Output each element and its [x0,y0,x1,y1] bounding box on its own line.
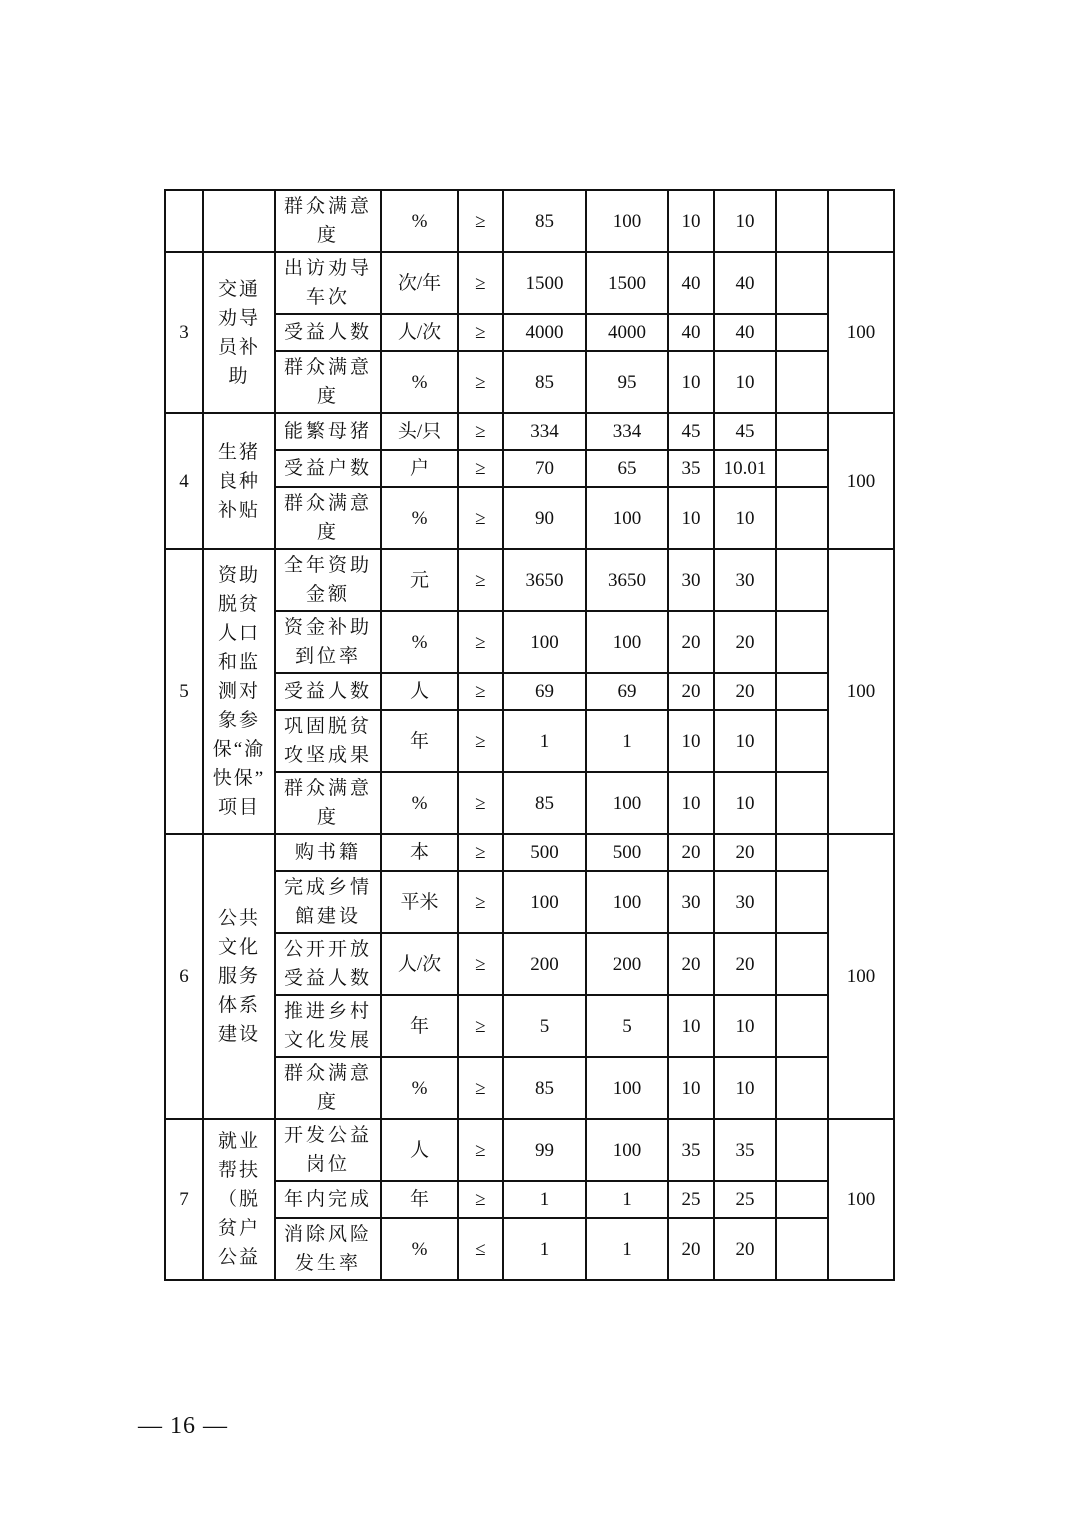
table-row [165,1057,894,1119]
weight-cell: 10 [668,995,714,1057]
project-name-line: 人口 [217,623,260,644]
operator-cell: ≥ [458,487,503,549]
target-value-cell: 99 [503,1119,586,1181]
target-value-cell: 100 [503,871,586,933]
operator-cell: ≥ [458,351,503,413]
unit-cell: % [381,611,458,673]
weight-cell: 10 [668,487,714,549]
table-row [165,190,894,252]
note-cell [776,772,828,834]
table-row [165,1119,894,1181]
indicator-cell [275,871,381,933]
score-cell: 45 [714,413,776,450]
unit-cell: % [381,190,458,252]
indicator-cell [275,995,381,1057]
note-cell [776,413,828,450]
unit-cell: 人/次 [381,314,458,351]
unit-cell: 本 [381,834,458,871]
unit-cell: % [381,1057,458,1119]
indicator-cell [275,611,381,673]
project-name-line: 保“渝 [212,739,266,760]
target-value-cell: 1 [503,710,586,772]
table-row [165,314,894,351]
actual-value-cell: 100 [586,1057,668,1119]
indicator-line: 出访劝导 [283,258,372,279]
table-row [165,252,894,314]
score-cell: 10 [714,351,776,413]
score-cell: 30 [714,871,776,933]
score-cell: 10 [714,190,776,252]
actual-value-cell: 65 [586,450,668,487]
indicator-line: 公开开放 [283,939,372,960]
unit-cell: % [381,487,458,549]
target-value-cell: 3650 [503,549,586,611]
indicator-line: 到位率 [294,646,361,667]
project-name-cell [203,413,275,549]
actual-value-cell: 1 [586,1218,668,1280]
weight-cell: 45 [668,413,714,450]
operator-cell: ≥ [458,933,503,995]
operator-cell: ≥ [458,413,503,450]
score-cell: 40 [714,314,776,351]
note-cell [776,351,828,413]
target-value-cell: 90 [503,487,586,549]
indicator-cell [275,252,381,314]
project-name-line: 帮扶 [217,1160,260,1181]
indicator-line: 购书籍 [294,842,361,863]
indicator-cell [275,710,381,772]
weight-cell: 40 [668,314,714,351]
actual-value-cell: 95 [586,351,668,413]
note-cell [776,673,828,710]
indicator-line: 文化发展 [283,1030,372,1051]
unit-cell: 年 [381,1181,458,1218]
indicator-line: 完成乡情 [283,877,372,898]
target-value-cell: 100 [503,611,586,673]
note-cell [776,487,828,549]
unit-cell: 年 [381,995,458,1057]
unit-cell: 人 [381,1119,458,1181]
note-cell [776,1057,828,1119]
project-name-line: 体系 [217,995,260,1016]
indicator-cell [275,1119,381,1181]
operator-cell: ≥ [458,710,503,772]
project-name-line: 员补 [217,336,260,358]
project-name-line: 脱贫 [217,594,260,615]
target-value-cell: 85 [503,351,586,413]
table-row [165,413,894,450]
indicator-line: 消除风险 [283,1224,372,1245]
project-name-line: 资助 [217,565,260,586]
note-cell [776,190,828,252]
operator-cell: ≥ [458,995,503,1057]
indicator-line: 能繁母猪 [283,421,372,442]
operator-cell: ≥ [458,1181,503,1218]
indicator-cell [275,351,381,413]
project-name-cell [203,252,275,413]
actual-value-cell: 1 [586,710,668,772]
project-name-line: 公共 [217,908,260,929]
total-score-cell: 100 [828,834,894,1119]
project-name-line: 就业 [217,1131,260,1152]
weight-cell: 35 [668,1119,714,1181]
project-name-cell [203,1119,275,1280]
actual-value-cell: 334 [586,413,668,450]
indicator-line: 館建设 [294,906,361,927]
indicator-line: 群众满意 [283,778,372,799]
indicator-line: 度 [316,225,339,246]
score-cell: 30 [714,549,776,611]
note-cell [776,1181,828,1218]
actual-value-cell: 100 [586,487,668,549]
score-cell: 20 [714,1218,776,1280]
total-score-cell: 100 [828,252,894,413]
weight-cell: 10 [668,710,714,772]
indicator-line: 年内完成 [283,1189,372,1210]
project-number-cell: 4 [165,413,203,549]
project-name-cell [203,549,275,834]
actual-value-cell: 5 [586,995,668,1057]
project-name [218,438,260,525]
indicator-line: 攻坚成果 [283,745,372,766]
operator-cell: ≤ [458,1218,503,1280]
indicator-line: 度 [316,1092,339,1113]
total-score-cell: 100 [828,549,894,834]
score-cell: 10 [714,1057,776,1119]
weight-cell: 10 [668,1057,714,1119]
operator-cell: ≥ [458,772,503,834]
table-row [165,710,894,772]
score-cell: 10.01 [714,450,776,487]
target-value-cell: 85 [503,772,586,834]
indicator-line: 受益人数 [283,968,372,989]
actual-value-cell: 3650 [586,549,668,611]
indicator-line: 群众满意 [283,1063,372,1084]
actual-value-cell: 100 [586,772,668,834]
project-name-line: 交通 [217,278,260,300]
score-cell: 10 [714,710,776,772]
indicator-cell [275,933,381,995]
performance-table [164,189,895,1281]
unit-cell: % [381,351,458,413]
project-number-cell: 3 [165,252,203,413]
target-value-cell: 70 [503,450,586,487]
table-row [165,450,894,487]
table-row [165,995,894,1057]
table-row [165,487,894,549]
score-cell: 40 [714,252,776,314]
score-cell: 20 [714,933,776,995]
operator-cell: ≥ [458,252,503,314]
table-row [165,1218,894,1280]
target-value-cell: 85 [503,190,586,252]
indicator-cell [275,1181,381,1218]
unit-cell: 户 [381,450,458,487]
note-cell [776,834,828,871]
indicator-line: 发生率 [294,1253,361,1274]
indicator-cell [275,413,381,450]
project-name-line: 项目 [217,797,260,818]
project-number-cell: 6 [165,834,203,1119]
note-cell [776,314,828,351]
note-cell [776,871,828,933]
indicator-line: 受益人数 [283,681,372,702]
project-name-line: 贫户 [217,1218,260,1239]
indicator-line: 度 [316,522,339,543]
project-name-line: 良种 [217,470,260,492]
unit-cell: 次/年 [381,252,458,314]
weight-cell: 20 [668,834,714,871]
table-row [165,351,894,413]
actual-value-cell: 100 [586,871,668,933]
weight-cell: 20 [668,1218,714,1280]
note-cell [776,995,828,1057]
indicator-line: 群众满意 [283,357,372,378]
table-row [165,933,894,995]
target-value-cell: 1500 [503,252,586,314]
indicator-line: 车次 [305,287,350,308]
indicator-cell [275,1218,381,1280]
weight-cell: 30 [668,871,714,933]
table-row [165,834,894,871]
project-name-line: 象参 [217,710,260,731]
target-value-cell: 334 [503,413,586,450]
target-value-cell: 69 [503,673,586,710]
project-name [218,904,260,1049]
weight-cell: 30 [668,549,714,611]
operator-cell: ≥ [458,190,503,252]
target-value-cell: 5 [503,995,586,1057]
project-name [218,275,260,391]
indicator-line: 群众满意 [283,493,372,514]
table-row [165,871,894,933]
score-cell: 10 [714,772,776,834]
project-name-cell [203,834,275,1119]
indicator-line: 岗位 [305,1154,350,1175]
indicator-cell [275,1057,381,1119]
project-name-line: 公益 [217,1247,260,1268]
weight-cell: 35 [668,450,714,487]
weight-cell: 20 [668,933,714,995]
target-value-cell: 1 [503,1218,586,1280]
indicator-line: 资金补助 [283,617,372,638]
indicator-cell [275,487,381,549]
weight-cell: 10 [668,351,714,413]
note-cell [776,252,828,314]
table-row [165,611,894,673]
operator-cell: ≥ [458,450,503,487]
total-score-cell: 100 [828,1119,894,1280]
indicator-line: 全年资助 [283,555,372,576]
note-cell [776,933,828,995]
unit-cell: 年 [381,710,458,772]
project-name-cell [203,190,275,252]
actual-value-cell: 1500 [586,252,668,314]
indicator-line: 度 [316,807,339,828]
weight-cell: 25 [668,1181,714,1218]
actual-value-cell: 100 [586,611,668,673]
actual-value-cell: 1 [586,1181,668,1218]
project-number-cell [165,190,203,252]
indicator-cell [275,450,381,487]
indicator-line: 受益人数 [283,322,372,343]
project-name-line: （脱 [217,1189,260,1210]
target-value-cell: 500 [503,834,586,871]
operator-cell: ≥ [458,1057,503,1119]
unit-cell: % [381,772,458,834]
unit-cell: 人 [381,673,458,710]
project-name-line: 和监 [217,652,260,673]
operator-cell: ≥ [458,834,503,871]
score-cell: 20 [714,611,776,673]
actual-value-cell: 69 [586,673,668,710]
score-cell: 10 [714,487,776,549]
actual-value-cell: 4000 [586,314,668,351]
target-value-cell: 4000 [503,314,586,351]
table-row [165,673,894,710]
project-number-cell: 5 [165,549,203,834]
project-name-line: 补贴 [217,499,260,521]
operator-cell: ≥ [458,314,503,351]
project-name-line: 劝导 [217,307,260,329]
project-name [213,561,265,822]
score-cell: 10 [714,995,776,1057]
note-cell [776,611,828,673]
project-name-line: 助 [228,365,250,387]
operator-cell: ≥ [458,1119,503,1181]
table-body [165,190,894,1280]
project-name-line: 文化 [217,937,260,958]
table-row [165,772,894,834]
actual-value-cell: 200 [586,933,668,995]
unit-cell: % [381,1218,458,1280]
score-cell: 35 [714,1119,776,1181]
indicator-line: 推进乡村 [283,1001,372,1022]
operator-cell: ≥ [458,871,503,933]
unit-cell: 头/只 [381,413,458,450]
indicator-line: 巩固脱贫 [283,716,372,737]
project-name-line: 生猪 [217,441,260,463]
indicator-cell [275,673,381,710]
operator-cell: ≥ [458,673,503,710]
project-name-line: 快保” [212,768,266,789]
total-score-cell [828,190,894,252]
project-name [218,1127,260,1272]
indicator-line: 开发公益 [283,1125,372,1146]
weight-cell: 20 [668,611,714,673]
weight-cell: 20 [668,673,714,710]
target-value-cell: 85 [503,1057,586,1119]
total-score-cell: 100 [828,413,894,549]
score-cell: 20 [714,673,776,710]
note-cell [776,710,828,772]
operator-cell: ≥ [458,549,503,611]
operator-cell: ≥ [458,611,503,673]
project-name-line: 建设 [217,1024,260,1045]
page-number: — 16 — [138,1413,228,1439]
indicator-line: 金额 [305,584,350,605]
indicator-line: 群众满意 [283,196,372,217]
actual-value-cell: 500 [586,834,668,871]
actual-value-cell: 100 [586,190,668,252]
note-cell [776,450,828,487]
weight-cell: 10 [668,190,714,252]
indicator-cell [275,772,381,834]
unit-cell: 人/次 [381,933,458,995]
project-name-line: 测对 [217,681,260,702]
target-value-cell: 1 [503,1181,586,1218]
weight-cell: 10 [668,772,714,834]
note-cell [776,1218,828,1280]
score-cell: 20 [714,834,776,871]
indicator-line: 受益户数 [283,458,372,479]
score-cell: 25 [714,1181,776,1218]
indicator-cell [275,314,381,351]
indicator-cell [275,834,381,871]
target-value-cell: 200 [503,933,586,995]
unit-cell: 元 [381,549,458,611]
table-row [165,549,894,611]
weight-cell: 40 [668,252,714,314]
table-row [165,1181,894,1218]
project-number-cell: 7 [165,1119,203,1280]
indicator-cell [275,190,381,252]
project-name-line: 服务 [217,966,260,987]
indicator-cell [275,549,381,611]
note-cell [776,549,828,611]
unit-cell: 平米 [381,871,458,933]
indicator-line: 度 [316,386,339,407]
actual-value-cell: 100 [586,1119,668,1181]
note-cell [776,1119,828,1181]
